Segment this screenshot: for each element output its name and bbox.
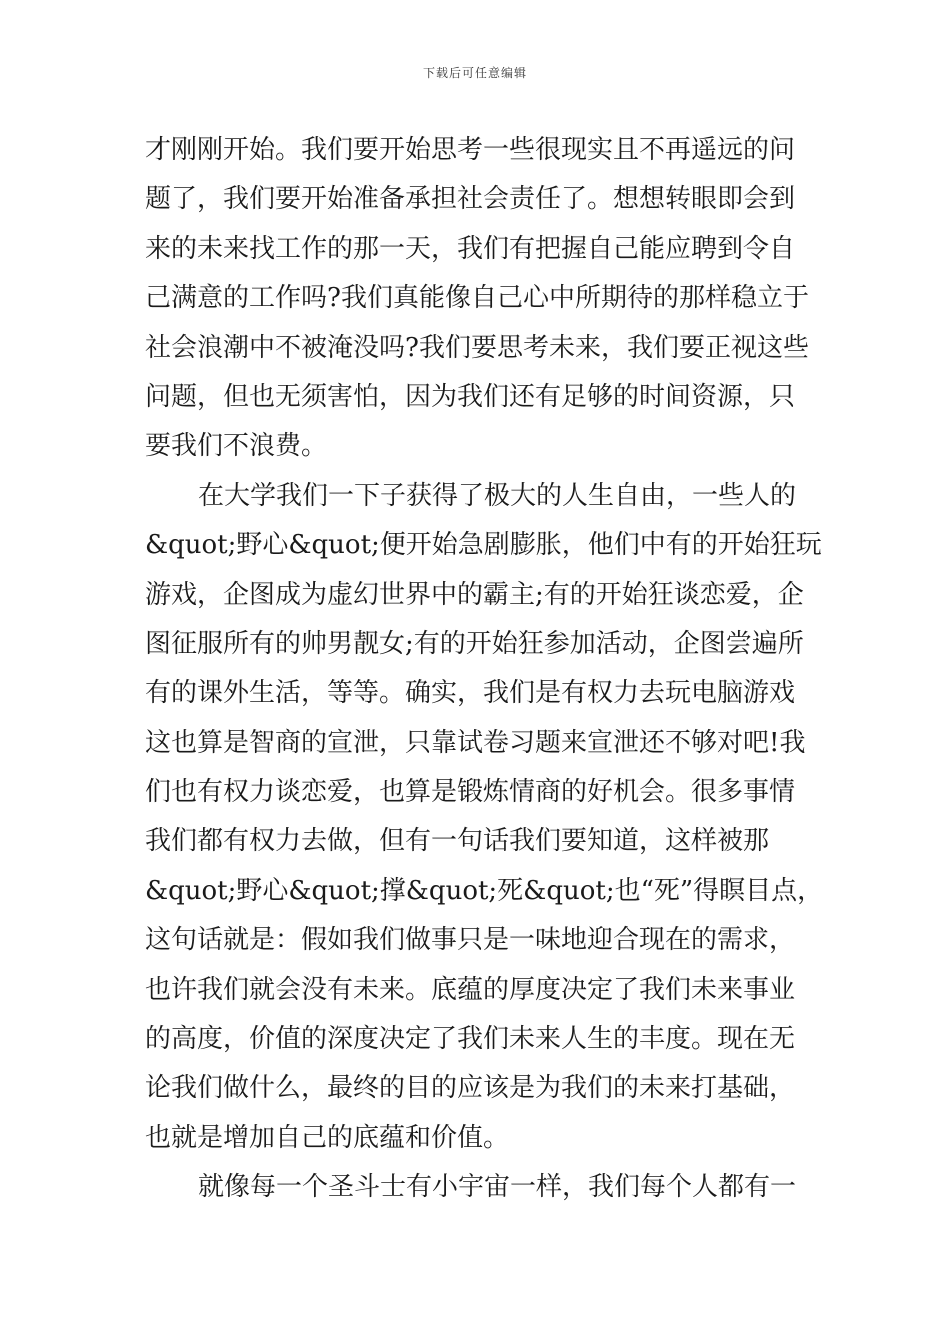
text-line: 也就是增加自己的底蕴和价值。 <box>145 1122 510 1153</box>
text-line: 图征服所有的帅男靓女;有的开始狂参加活动，企图尝遍所 <box>145 628 804 659</box>
text-line: 来的未来找工作的那一天，我们有把握自己能应聘到令自 <box>145 233 796 264</box>
text-line: 这句话就是：假如我们做事只是一味地迎合现在的需求， <box>145 925 796 956</box>
text-line: 社会浪潮中不被淹没吗?我们要思考未来，我们要正视这些 <box>145 332 809 363</box>
text-line: 我们都有权力去做，但有一句话我们要知道，这样被那 <box>145 826 770 857</box>
text-line: &quot;野心&quot;便开始急剧膨胀，他们中有的开始狂玩 <box>145 530 822 561</box>
paragraph-start-line: 就像每一个圣斗士有小宇宙一样，我们每个人都有一 <box>198 1172 797 1203</box>
text-line: 论我们做什么，最终的目的应该是为我们的未来打基础， <box>145 1073 796 1104</box>
text-line: 才刚刚开始。我们要开始思考一些很现实且不再遥远的问 <box>145 135 796 165</box>
text-line: 问题，但也无须害怕，因为我们还有足够的时间资源，只 <box>145 381 796 412</box>
text-line: 也许我们就会没有未来。底蕴的厚度决定了我们未来事业 <box>145 974 796 1005</box>
text-line: 有的课外生活，等等。确实，我们是有权力去玩电脑游戏 <box>145 678 796 709</box>
page-header: 下载后可任意编辑 <box>422 66 527 80</box>
text-line: &quot;野心&quot;撑&quot;死&quot;也“死”得瞑目点， <box>145 875 824 906</box>
text-line: 们也有权力谈恋爱，也算是锻炼情商的好机会。很多事情 <box>145 777 796 808</box>
text-line: 题了，我们要开始准备承担社会责任了。想想转眼即会到 <box>145 184 796 215</box>
text-line: 要我们不浪费。 <box>145 431 328 462</box>
text-line: 游戏，企图成为虚幻世界中的霸主;有的开始狂谈恋爱，企 <box>145 579 804 610</box>
text-line: 这也算是智商的宣泄，只靠试卷习题来宣泄还不够对吧!我 <box>145 727 806 758</box>
text-line: 己满意的工作吗?我们真能像自己心中所期待的那样稳立于 <box>145 283 809 314</box>
text-line: 的高度，价值的深度决定了我们未来人生的丰度。现在无 <box>145 1024 796 1055</box>
paragraph-start-line: 在大学我们一下子获得了极大的人生自由，一些人的 <box>198 480 797 511</box>
document-body <box>145 126 824 1213</box>
